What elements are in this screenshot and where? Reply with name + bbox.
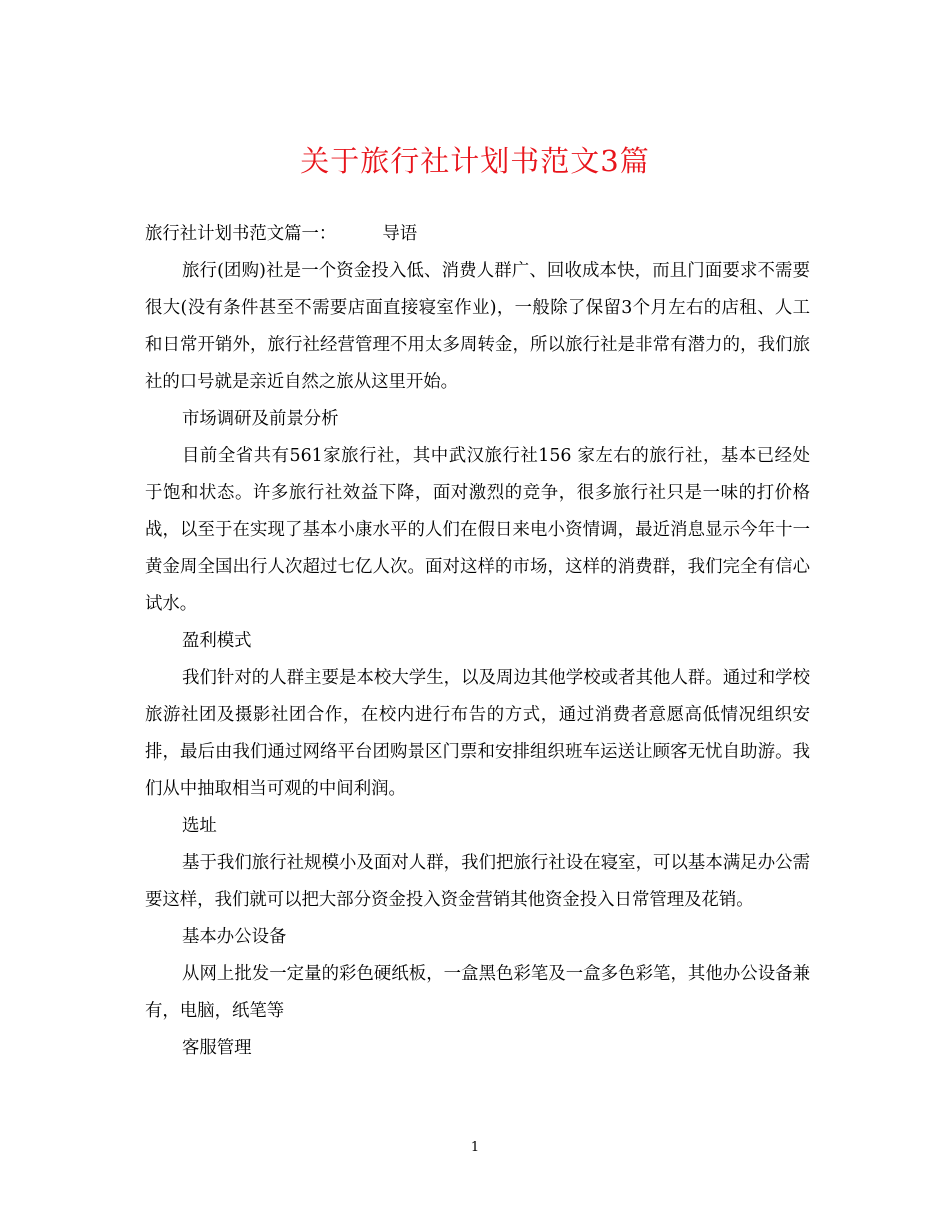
document-body <box>145 216 810 1067</box>
paragraph-intro: 旅行(团购)社是一个资金投入低、消费人群广、回收成本快，而且门面要求不需要很大(没有条件甚至不需要店面直接寝室作业)，一般除了保留3个月左右的店租、人工和日常开销外，旅行社经营管理不用太多周转金，所以旅行社是非常有潜力的，我们旅社的口号就是亲近自然之旅从这里开始。 <box>145 261 810 392</box>
paragraph-office-equipment: 从网上批发一定量的彩色硬纸板，一盒黑色彩笔及一盒多色彩笔，其他办公设备兼有，电脑，纸笔等 <box>145 964 810 1021</box>
paragraph-profit-model: 我们针对的人群主要是本校大学生，以及周边其他学校或者其他人群。通过和学校旅游社团及摄影社团合作，在校内进行布告的方式，通过消费者意愿高低情况组织安排，最后由我们通过网络平台团购景区门票和安排组织班车运送让顾客无忧自助游。我们从中抽取相当可观的中间利润。 <box>145 668 810 799</box>
heading-market-research: 市场调研及前景分析 <box>182 409 339 429</box>
section-heading-line <box>145 216 810 253</box>
section-subheading: 导语 <box>382 224 418 244</box>
page-number: 1 <box>470 1140 480 1155</box>
paragraph-market-research: 目前全省共有561家旅行社，其中武汉旅行社156 家左右的旅行社，基本已经处于饱和状态。许多旅行社效益下降，面对激烈的竞争，很多旅行社只是一味的打价格战，以至于在实现了基本小康水平的人们在假日来电小资情调，最近消息显示今年十一黄金周全国出行人次超过七亿人次。面对这样的市场，这样的消费群，我们完全有信心试水。 <box>145 446 810 614</box>
heading-location: 选址 <box>182 816 217 836</box>
document-title: 关于旅行社计划书范文3篇 <box>300 144 650 178</box>
heading-customer-service: 客服管理 <box>182 1038 252 1058</box>
heading-office-equipment: 基本办公设备 <box>182 927 287 947</box>
heading-profit-model: 盈利模式 <box>182 631 252 651</box>
paragraph-location: 基于我们旅行社规模小及面对人群，我们把旅行社设在寝室，可以基本满足办公需要这样，我们就可以把大部分资金投入资金营销其他资金投入日常管理及花销。 <box>145 853 810 910</box>
section-heading: 旅行社计划书范文篇一： <box>145 224 337 244</box>
